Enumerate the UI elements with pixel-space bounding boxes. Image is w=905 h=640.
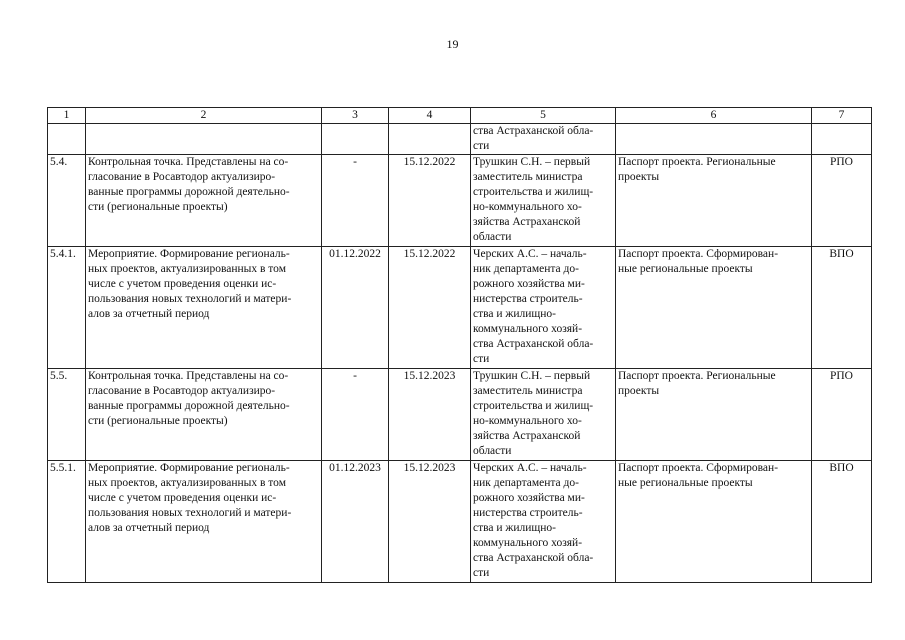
column-header-1: 1 bbox=[48, 108, 86, 124]
table-row bbox=[48, 369, 872, 461]
table-row bbox=[48, 124, 872, 155]
level-cell: ВПО bbox=[812, 461, 872, 583]
responsible-cell: ства Астраханской обла- сти bbox=[471, 124, 616, 155]
responsible-cell: Трушкин С.Н. – первый заместитель министра строительства и жилищ- но-коммунального хо- зяйства Астраханской области bbox=[471, 369, 616, 461]
end-date-cell: 15.12.2022 bbox=[389, 155, 471, 247]
level-cell: РПО bbox=[812, 369, 872, 461]
responsible-cell: Черских А.С. – началь- ник департамента до- рожного хозяйства ми- нистерства строитель- ства и жилищно- коммунального хозяй- ства Астраханской обла- сти bbox=[471, 461, 616, 583]
start-date-cell: 01.12.2023 bbox=[322, 461, 389, 583]
responsible-cell: Черских А.С. – началь- ник департамента до- рожного хозяйства ми- нистерства строитель- ства и жилищно- коммунального хозяй- ства Астраханской обла- сти bbox=[471, 247, 616, 369]
result-cell: Паспорт проекта. Сформирован- ные региональные проекты bbox=[616, 461, 812, 583]
end-date-cell: 15.12.2023 bbox=[389, 369, 471, 461]
event-cell: Контрольная точка. Представлены на со- гласование в Росавтодор актуализиро- ванные программы дорожной деятельно- сти (региональные проекты) bbox=[86, 155, 322, 247]
row-number: 5.4. bbox=[48, 155, 86, 247]
end-date-cell: 15.12.2023 bbox=[389, 461, 471, 583]
start-date-cell: - bbox=[322, 369, 389, 461]
header-row bbox=[48, 108, 872, 124]
end-date-cell: 15.12.2022 bbox=[389, 247, 471, 369]
result-cell: Паспорт проекта. Региональные проекты bbox=[616, 369, 812, 461]
column-header-7: 7 bbox=[812, 108, 872, 124]
column-header-3: 3 bbox=[322, 108, 389, 124]
event-cell: Контрольная точка. Представлены на со- гласование в Росавтодор актуализиро- ванные программы дорожной деятельно- сти (региональные проекты) bbox=[86, 369, 322, 461]
level-cell: РПО bbox=[812, 155, 872, 247]
row-number: 5.4.1. bbox=[48, 247, 86, 369]
table-row bbox=[48, 247, 872, 369]
column-header-4: 4 bbox=[389, 108, 471, 124]
table-row bbox=[48, 461, 872, 583]
plan-table bbox=[47, 107, 872, 583]
end-date-cell bbox=[389, 124, 471, 155]
result-cell bbox=[616, 124, 812, 155]
level-cell bbox=[812, 124, 872, 155]
row-number: 5.5. bbox=[48, 369, 86, 461]
column-header-2: 2 bbox=[86, 108, 322, 124]
page-number: 19 bbox=[446, 37, 459, 51]
event-cell: Мероприятие. Формирование региональ- ных проектов, актуализированных в том числе с учетом проведения оценки ис- пользования новых технологий и матери- алов за отчетный период bbox=[86, 461, 322, 583]
event-cell: Мероприятие. Формирование региональ- ных проектов, актуализированных в том числе с учетом проведения оценки ис- пользования новых технологий и матери- алов за отчетный период bbox=[86, 247, 322, 369]
start-date-cell bbox=[322, 124, 389, 155]
level-cell: ВПО bbox=[812, 247, 872, 369]
row-number bbox=[48, 124, 86, 155]
table-row bbox=[48, 155, 872, 247]
result-cell: Паспорт проекта. Сформирован- ные региональные проекты bbox=[616, 247, 812, 369]
row-number: 5.5.1. bbox=[48, 461, 86, 583]
result-cell: Паспорт проекта. Региональные проекты bbox=[616, 155, 812, 247]
start-date-cell: - bbox=[322, 155, 389, 247]
responsible-cell: Трушкин С.Н. – первый заместитель министра строительства и жилищ- но-коммунального хо- зяйства Астраханской области bbox=[471, 155, 616, 247]
event-cell bbox=[86, 124, 322, 155]
start-date-cell: 01.12.2022 bbox=[322, 247, 389, 369]
column-header-6: 6 bbox=[616, 108, 812, 124]
column-header-5: 5 bbox=[471, 108, 616, 124]
